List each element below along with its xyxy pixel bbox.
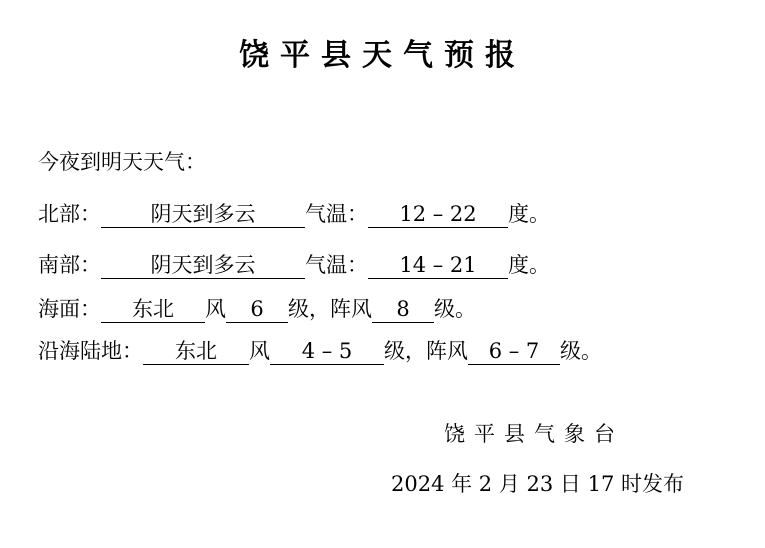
north-temp-label: 气温： bbox=[305, 202, 368, 226]
sea-wind-word: 风 bbox=[205, 297, 226, 321]
north-temp-value: 12 – 22 bbox=[368, 201, 508, 228]
north-weather-value: 阴天到多云 bbox=[101, 201, 305, 228]
coast-level-word: 级，阵风 bbox=[384, 339, 468, 363]
forecast-period-label: 今夜到明天天气： bbox=[38, 150, 206, 174]
coast-wind-word: 风 bbox=[249, 339, 270, 363]
south-forecast-row bbox=[38, 250, 550, 280]
coast-wind-row bbox=[38, 336, 602, 366]
sea-level-word: 级，阵风 bbox=[288, 297, 372, 321]
coast-label: 沿海陆地： bbox=[38, 339, 143, 363]
coast-gust-level: 6 – 7 bbox=[468, 338, 560, 365]
page-title: 饶平县天气预报 bbox=[239, 38, 526, 73]
south-weather-value: 阴天到多云 bbox=[101, 252, 305, 279]
south-temp-label: 气温： bbox=[305, 253, 368, 277]
sea-gust-level: 8 bbox=[372, 296, 434, 323]
coast-wind-level: 4 – 5 bbox=[270, 338, 384, 365]
sea-label: 海面： bbox=[38, 297, 101, 321]
sea-wind-direction: 东北 bbox=[101, 296, 205, 323]
coast-wind-direction: 东北 bbox=[143, 338, 249, 365]
issue-time: 2024 年 2 月 23 日 17 时发布 bbox=[391, 472, 684, 496]
sea-wind-row bbox=[38, 294, 476, 324]
sea-end: 级。 bbox=[434, 297, 476, 321]
south-label: 南部： bbox=[38, 253, 101, 277]
north-label: 北部： bbox=[38, 202, 101, 226]
south-temp-unit: 度。 bbox=[508, 253, 550, 277]
issuing-office: 饶平县气象台 bbox=[444, 422, 624, 446]
north-forecast-row bbox=[38, 199, 550, 229]
coast-end: 级。 bbox=[560, 339, 602, 363]
north-temp-unit: 度。 bbox=[508, 202, 550, 226]
south-temp-value: 14 – 21 bbox=[368, 252, 508, 279]
sea-wind-level: 6 bbox=[226, 296, 288, 323]
